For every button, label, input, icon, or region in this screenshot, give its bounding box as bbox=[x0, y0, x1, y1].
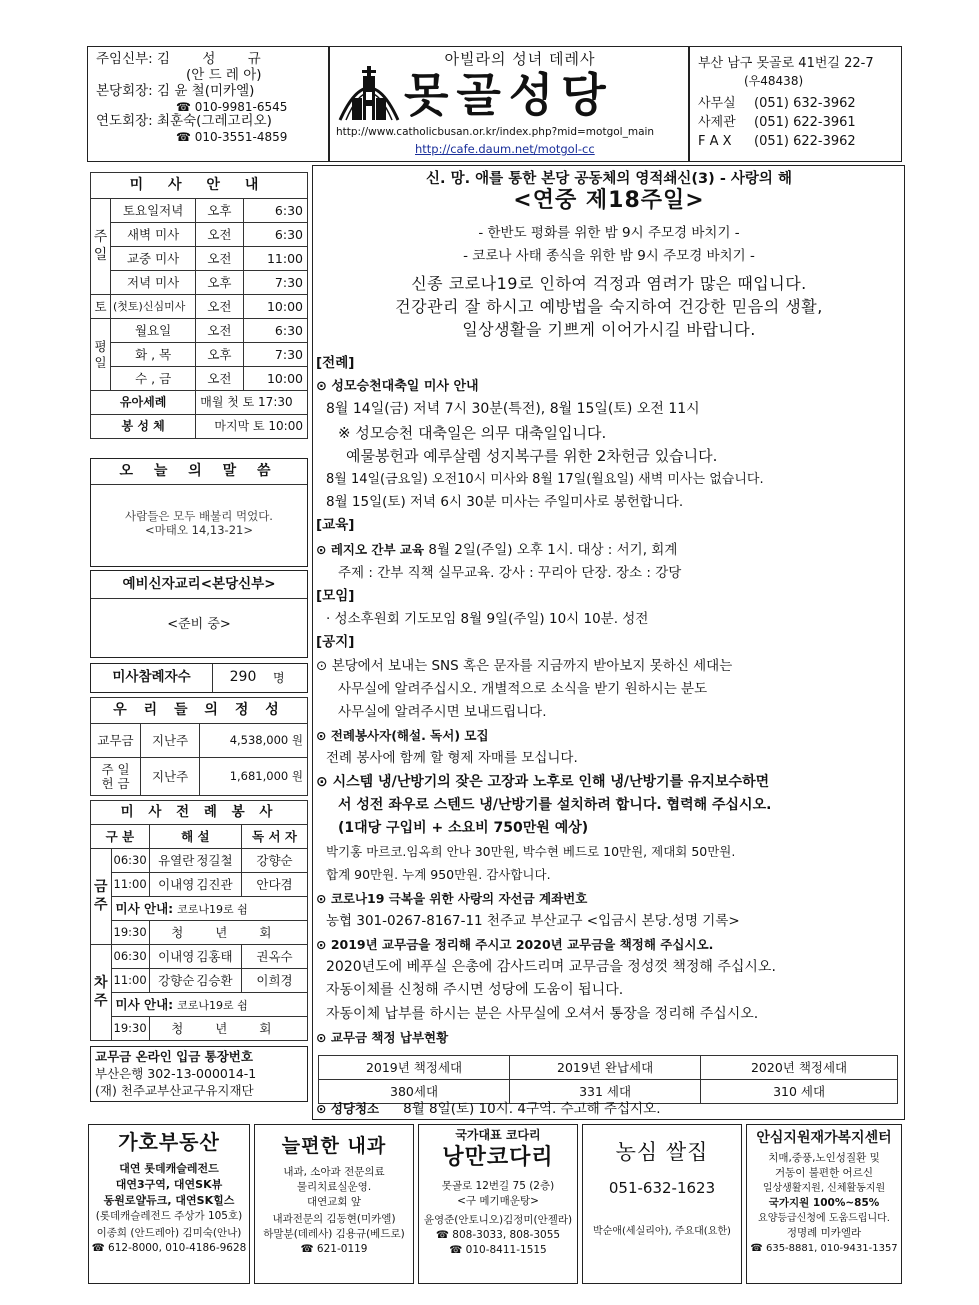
cafe-link[interactable]: http://cafe.daum.net/motgol-cc bbox=[415, 142, 595, 156]
bank-account bbox=[90, 1046, 308, 1102]
section-education: [교육] bbox=[316, 517, 355, 534]
assumption-line: 8월 15일(토) 저녁 6시 30분 미사는 주일미사로 봉헌합니다. bbox=[326, 494, 684, 511]
assumption-line: 예물봉헌과 예루살렘 성지복구를 위한 2차헌금 있습니다. bbox=[346, 446, 718, 465]
table-row: 평일 월요일 오전 6:30 bbox=[91, 319, 308, 343]
region-chair-phone: ☎ 010-3551-4859 bbox=[176, 129, 288, 144]
catechumen bbox=[90, 570, 308, 658]
aircon-donors: 박기홍 마르코.임옥희 안나 30만원, 박수현 베드로 10만원, 제대회 50만원. bbox=[326, 844, 736, 860]
table-row: 380세대 331 세대 310 세대 bbox=[319, 1080, 898, 1104]
table-row: 유아세례 매월 첫 토 17:30 bbox=[91, 391, 308, 415]
parish-chair-name: 김 윤 철(미카엘) bbox=[157, 82, 255, 99]
church-logo bbox=[336, 62, 402, 122]
table-row: 교무금 지난주 4,538,000 원 bbox=[91, 724, 308, 758]
header-divider-left bbox=[328, 46, 330, 162]
prayer-2: - 코로나 사태 종식을 위한 밤 9시 주모경 바치기 - bbox=[463, 248, 755, 264]
mass-schedule-title: 미 사 안 내 bbox=[91, 173, 308, 199]
table-row: 19:30 청 년 회 bbox=[91, 1017, 308, 1041]
offering-title: 우 리 들 의 정 성 bbox=[91, 698, 308, 724]
ad-rice: 농심 쌀집 051-632-1623 박순애(세실리아), 주요대(요한) bbox=[582, 1124, 742, 1284]
servers-title: 미 사 전 례 봉 사 bbox=[91, 801, 308, 825]
legio-line: 주제 : 간부 직책 실무교육. 강사 : 꾸리아 단장. 장소 : 강당 bbox=[338, 564, 682, 581]
meeting-line: · 성소후원회 기도모임 8월 9일(주일) 10시 10분. 성전 bbox=[326, 611, 649, 628]
today-word-title: 오 늘 의 말 씀 bbox=[91, 459, 307, 485]
contact-rectory: 사제관 (051) 622-3961 bbox=[698, 115, 856, 130]
cleaning: ⊙ 성당청소 8월 8일(토) 10시. 4구역. 수고해 주십시오. bbox=[316, 1101, 661, 1117]
covid-line: 농협 301-0267-8167-11 천주교 부산교구 <입금시 본당.성명 기록> bbox=[326, 912, 740, 929]
assumption-line: 8월 14일(금) 저녁 7시 30분(특전), 8월 15일(토) 오전 11시 bbox=[326, 401, 700, 418]
table-row: 저녁 미사 오후 7:30 bbox=[91, 271, 308, 295]
region-chair-name: 최훈숙(그레고리오) bbox=[157, 112, 272, 129]
sns-line: 사무실에 알려주십시오. 개별적으로 소식을 받기 원하시는 분도 bbox=[338, 680, 708, 697]
table-row: 미사 안내: 코로나19로 쉼 bbox=[91, 993, 308, 1017]
aircon-line: 서 성전 좌우로 스텐드 냉/난방기를 설치하려 합니다. 협력해 주십시오. bbox=[338, 796, 772, 813]
assumption-title: ⊙ 성모승천대축일 미사 안내 bbox=[316, 379, 479, 395]
table-row: 화 , 목 오후 7:30 bbox=[91, 343, 308, 367]
aircon-donors: 합계 90만원. 누계 950만원. 감사합니다. bbox=[326, 867, 551, 883]
table-row: 교중 미사 오전 11:00 bbox=[91, 247, 308, 271]
attendance bbox=[90, 663, 308, 693]
saturday-label: 토 bbox=[91, 295, 111, 319]
contact-fax: F A X (051) 622-3962 bbox=[698, 134, 856, 149]
prayer-1: - 한반도 평화를 위한 밤 9시 주모경 바치기 - bbox=[478, 225, 740, 241]
catechumen-title: 예비신자교리<본당신부> bbox=[91, 571, 307, 599]
today-word bbox=[90, 458, 308, 567]
legio-detail: 8월 2일(주일) 오후 1시. 대상 : 서기, 회계 bbox=[428, 541, 678, 558]
sunday-title: <연중 제18주일> bbox=[513, 188, 705, 213]
table-row: 11:00 강향순 김승환 이희경 bbox=[91, 969, 308, 993]
header-subtitle: 아빌라의 성녀 데레사 bbox=[444, 50, 596, 68]
header-divider-right bbox=[688, 46, 690, 162]
ad-realestate: 가호부동산 대연 롯데캐슬레전드 대연3구역, 대연SK뷰 동원로얄듀크, 대연SK힐스 (롯데캐슬레전드 주상가 105호) 이종희 (안드레아) 김미숙(안나) ☎ 612-8000, 010-4186-9628 bbox=[88, 1124, 250, 1284]
assumption-line: ※ 성모승천 대축일은 의무 대축일입니다. bbox=[338, 423, 607, 442]
section-notice: [공지] bbox=[316, 634, 355, 651]
servers: 미 사 전 례 봉 사 구 분 해 설 독 서 자 금주 06:30 유열란 정길철 강향순 11:00 이내영 김진관 안다겸 미사 안내: 코로나19로 쉼 19:30 청 년 회 차주 06:30 이내영 김홍태 권옥수 11:00 강향순 김승환 이희경 미사 안내: 코로나19로 쉼 19:30 청 년 회 bbox=[90, 800, 308, 1041]
table-row: 새벽 미사 오전 6:30 bbox=[91, 223, 308, 247]
address: 부산 남구 못골로 41번길 22-7 bbox=[698, 56, 874, 71]
table-row: 11:00 이내영 김진관 안다겸 bbox=[91, 873, 308, 897]
aircon-line: (1대당 구입비 + 소요비 750만원 예상) bbox=[338, 820, 589, 837]
church-name: 못골성당 bbox=[404, 68, 614, 122]
header-staff bbox=[96, 52, 326, 144]
attendance-label: 미사참례자수 bbox=[91, 664, 213, 692]
assumption-line: 8월 14일(금요일) 오전10시 미사와 8월 17일(월요일) 새벽 미사는 없습니다. bbox=[326, 472, 764, 488]
table-row: 주일 토요일저녁 오후 6:30 bbox=[91, 199, 308, 223]
contacts bbox=[698, 94, 898, 151]
parish-chair-phone: ☎ 010-9981-6545 bbox=[176, 99, 288, 114]
table-row: 19:30 청 년 회 bbox=[91, 921, 308, 945]
today-word-ref: <마태오 14,13-21> bbox=[145, 523, 253, 538]
pastor-label: 주임신부: bbox=[96, 51, 153, 67]
table-row: 차주 06:30 이내영 김홍태 권옥수 bbox=[91, 945, 308, 969]
weekday-label: 평일 bbox=[91, 319, 111, 391]
bank-title: 교무금 온라인 입금 통장번호 bbox=[95, 1049, 253, 1064]
legio-title: ⊙ 레지오 간부 교육 bbox=[316, 541, 425, 557]
theme-line: 신. 망. 애를 통한 본당 공동체의 영적쇄신(3) - 사랑의 해 bbox=[426, 171, 792, 187]
region-chair-label: 연도회장: bbox=[96, 112, 153, 129]
table-row: 수 , 금 오전 10:00 bbox=[91, 367, 308, 391]
attendance-count: 290 bbox=[229, 669, 257, 686]
offering bbox=[90, 697, 308, 796]
dues-table: 2019년 책정세대 2019년 완납세대 2020년 책정세대 380세대 331 세대 310 세대 bbox=[318, 1055, 898, 1104]
volunteer-title: ⊙ 전례봉사자(해설. 독서) 모집 bbox=[316, 728, 489, 744]
sunday-label: 주일 bbox=[91, 199, 111, 295]
table-row: 주 일 헌 금 지난주 1,681,000 원 bbox=[91, 758, 308, 796]
dues-status-title: ⊙ 교무금 책정 납부현황 bbox=[316, 1029, 449, 1045]
contact-office: 사무실 (051) 632-3962 bbox=[698, 96, 856, 111]
sns-line: 사무실에 알려주시면 보내드립니다. bbox=[338, 704, 547, 721]
ad-restaurant: 국가대표 코다리 낭만코다리 못골로 12번길 75 (2층) <구 메기매운탕> 윤영준(안토니오)김정미(안젤라) ☎ 808-3033, 808-3055 ☎ 010-8411-1515 bbox=[418, 1124, 578, 1284]
dues-title: ⊙ 2019년 교무금을 정리해 주시고 2020년 교무금을 책정해 주십시오. bbox=[316, 937, 714, 953]
dues-line: 자동이체를 신청해 주시면 성당에 도움이 됩니다. bbox=[326, 982, 624, 999]
postcode: (우48438) bbox=[744, 74, 804, 88]
pastor-baptism: (안 드 레 아) bbox=[186, 66, 262, 83]
catechumen-text: <준비 중> bbox=[167, 617, 231, 632]
aircon-line: ⊙ 시스템 냉/난방기의 잦은 고장과 노후로 인해 냉/난방기를 유지보수하면 bbox=[316, 773, 770, 790]
bank-number: 부산은행 302-13-000014-1 bbox=[95, 1066, 257, 1081]
parish-chair-label: 본당회장: bbox=[96, 82, 153, 99]
table-row: 금주 06:30 유열란 정길철 강향순 bbox=[91, 849, 308, 873]
section-meeting: [모임] bbox=[316, 588, 355, 605]
sns-line: ⊙ 본당에서 보내는 SNS 혹은 문자를 지금까지 받아보지 못하신 세대는 bbox=[316, 657, 733, 674]
volunteer-line: 전례 봉사에 함께 할 형제 자매를 모십니다. bbox=[326, 750, 578, 767]
table-row: 봉 성 체 마지막 토 10:00 bbox=[91, 415, 308, 439]
covid-title: ⊙ 코로나19 극복을 위한 사랑의 자선금 계좌번호 bbox=[316, 890, 588, 906]
dues-line: 자동이체 납부를 하시는 분은 사무실에 오셔서 통장을 정리해 주십시오. bbox=[326, 1005, 759, 1022]
pastor-name: 김 성 규 bbox=[157, 51, 275, 67]
bank-holder: (재) 천주교부산교구유지재단 bbox=[95, 1083, 254, 1098]
ad-clinic: 늘편한 내과 내과, 소아과 전문의료 물리치료실운영. 대연교회 앞 내과전문의 김동현(미카엘) 하말분(데레사) 김용규(베드로) ☎ 621-0119 bbox=[254, 1124, 414, 1284]
table-row: 미사 안내: 코로나19로 쉼 bbox=[91, 897, 308, 921]
ad-care-center: 안심지원재가복지센터 치매,중풍,노인성질환 및 거동이 불편한 어르신 일상생활지원, 신체활동지원 국가지원 100%~85% 요양등급신청에 도움드립니다. 정명례 미카엘라 ☎ 635-8881, 010-9431-1357 bbox=[746, 1124, 902, 1284]
table-row: 토 (첫토)신심미사 오전 10:00 bbox=[91, 295, 308, 319]
website-link[interactable]: http://www.catholicbusan.or.kr/index.php?mid=motgol_main bbox=[336, 126, 655, 138]
dues-line: 2020년도에 베푸실 은총에 감사드리며 교무금을 정성껏 책정해 주십시오. bbox=[326, 959, 776, 976]
mass-schedule bbox=[90, 172, 308, 439]
intro: 신종 코로나19로 인하여 걱정과 염려가 많은 때입니다. 건강관리 잘 하시고 예방법을 숙지하여 건강한 믿음의 생활, 일상생활을 기쁘게 이어가시길 바랍니다. bbox=[395, 274, 823, 339]
attendance-unit: 명 bbox=[273, 670, 285, 685]
section-liturgy: [전례] bbox=[316, 355, 355, 371]
announcements bbox=[316, 352, 904, 1049]
today-word-text: 사람들은 모두 배불리 먹었다. bbox=[125, 509, 273, 523]
